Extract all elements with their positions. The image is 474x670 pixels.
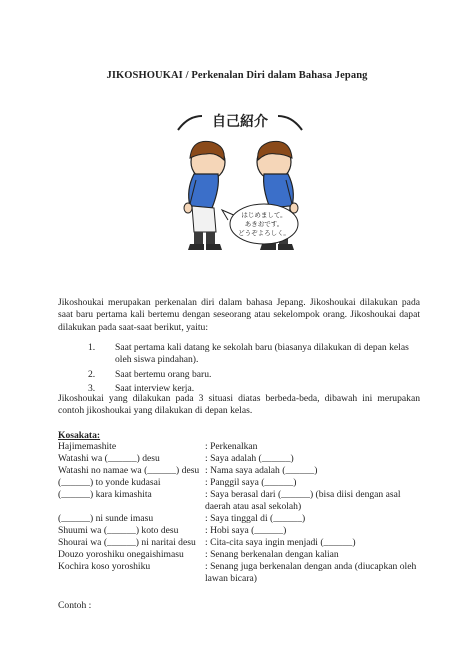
vocab-meaning: : Perkenalkan (205, 441, 258, 452)
vocab-meaning: : Panggil saya (______) (205, 477, 297, 488)
list-number: 2. (88, 368, 96, 380)
jikoshoukai-illustration (150, 108, 330, 258)
vocab-meaning: : Senang berkenalan dengan kalian (205, 549, 339, 560)
vocab-japanese: Hajimemashite (58, 441, 117, 452)
vocab-row (58, 513, 420, 525)
list-text: Saat interview kerja. (115, 382, 195, 394)
intro-paragraph: Jikoshoukai merupakan perkenalan diri dalam bahasa Jepang. Jikoshoukai dilakukan pada saat baru pertama kali bertemu dengan seseorang atau sekelompok orang. Jikoshoukai dapat dilakukan pada saat-saat berikut, yaitu: (58, 297, 420, 333)
vocab-japanese: (______) to yonde kudasai (58, 477, 161, 488)
vocab-row (58, 477, 420, 489)
list-number: 3. (88, 382, 96, 394)
vocab-japanese: Kochira koso yoroshiku (58, 561, 151, 572)
contoh-label: Contoh : (58, 600, 92, 611)
banner-text: 自己紹介 (212, 114, 268, 130)
list-text: Saat pertama kali datang ke sekolah baru (biasanya dilakukan di depan kelas oleh siswa pindahan). (115, 342, 409, 366)
vocab-row (58, 549, 420, 561)
list-number: 1. (88, 342, 96, 353)
vocab-meaning: : Saya tinggal di (______) (205, 513, 306, 524)
vocab-japanese: Douzo yoroshiku onegaishimasu (58, 549, 184, 560)
vocab-meaning: : Nama saya adalah (______) (205, 465, 318, 476)
vocab-meaning: : Senang juga berkenalan dengan anda (diucapkan oleh lawan bicara) (205, 561, 417, 584)
list-text: Saat bertemu orang baru. (115, 368, 212, 380)
page-title: JIKOSHOUKAI / Perkenalan Diri dalam Bahasa Jepang (106, 70, 368, 81)
vocab-meaning: : Saya adalah (______) (205, 453, 294, 464)
vocab-meaning: : Saya berasal dari (______) (bisa diisi dengan asal daerah atau asal sekolah) (205, 489, 401, 512)
vocab-japanese: (______) kara kimashita (58, 489, 152, 500)
list-item (58, 369, 420, 381)
bubble-line-1: はじめまして。 (241, 211, 287, 219)
kosakata-heading: Kosakata: (58, 430, 101, 441)
vocab-japanese: Shuumi wa (______) koto desu (58, 525, 179, 536)
speech-bubble (222, 204, 298, 244)
vocab-row (58, 465, 420, 477)
bubble-line-2: あきおです。 (244, 220, 284, 228)
vocab-japanese: (______) ni sunde imasu (58, 513, 154, 524)
vocab-japanese: Watashi wa (______) desu (58, 453, 160, 464)
outro-paragraph: Jikoshoukai yang dilakukan pada 3 situasi diatas berbeda-beda, dibawah ini merupakan contoh jikoshoukai yang dilakukan di depan kelas. (58, 393, 420, 417)
vocab-japanese: Shourai wa (______) ni naritai desu (58, 537, 196, 548)
list-item (58, 342, 420, 367)
vocab-meaning: : Cita-cita saya ingin menjadi (______) (205, 537, 356, 548)
vocab-meaning: : Hobi saya (______) (205, 525, 287, 536)
situation-list (58, 342, 420, 397)
vocab-row (58, 525, 420, 537)
vocab-row (58, 489, 420, 513)
vocab-row (58, 537, 420, 549)
vocabulary-list (58, 441, 420, 585)
left-boy-figure (184, 141, 225, 250)
vocab-row (58, 561, 420, 585)
vocab-japanese: Watashi no namae wa (______) desu (58, 465, 200, 476)
vocab-row (58, 441, 420, 453)
vocab-row (58, 453, 420, 465)
bubble-line-3: どうぞよろしく。 (238, 229, 290, 237)
